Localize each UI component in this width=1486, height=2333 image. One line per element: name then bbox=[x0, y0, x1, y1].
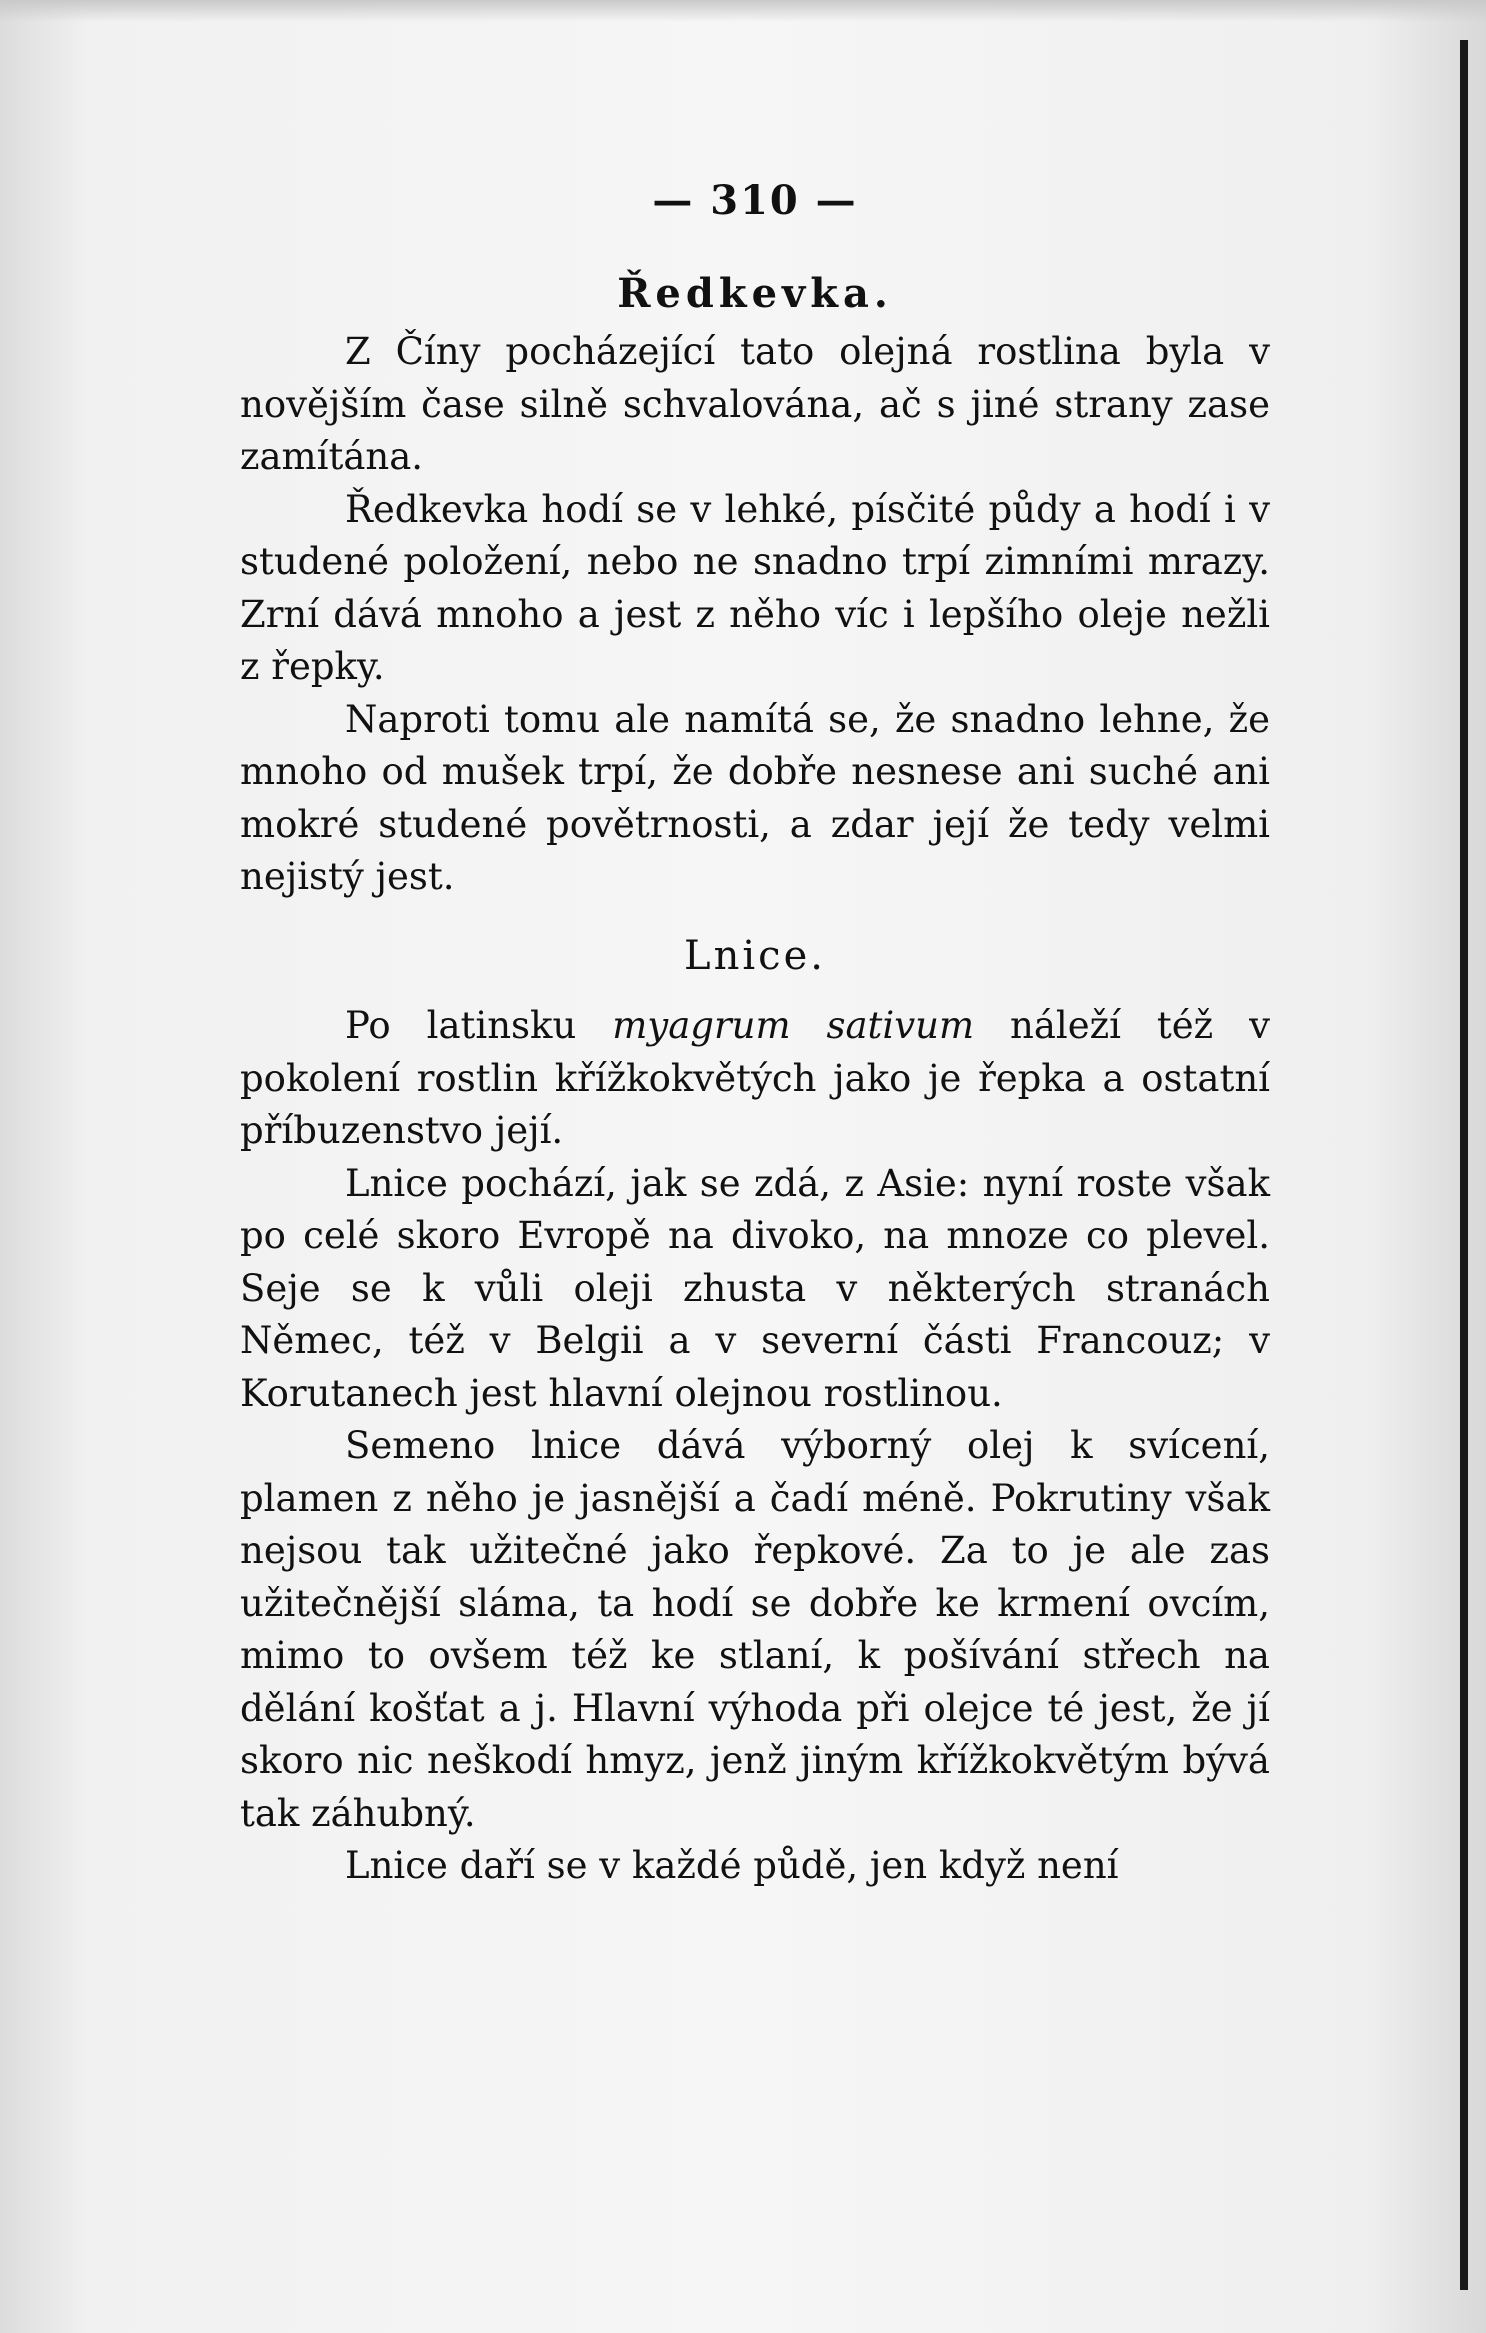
paragraph: Lnice pochází, jak se zdá, z Asie: nyní roste však po celé skoro Evropě na divoko, na mnoze co plevel. Seje se k vůli oleji zhusta v některých stranách Němec, též v Belgii a v severní části Francouz; v Korutanech jest hlavní olejnou rostlinou. bbox=[240, 1161, 1270, 1415]
paragraph-text: náleží též v pokolení rostlin křížkokvětých jako je řepka a ostatní příbuzenstvo její. bbox=[240, 1004, 1270, 1152]
paragraph: Semeno lnice dává výborný olej k svícení, plamen z něho je jasnější a čadí méně. Pokrutiny však nejsou tak užitečné jako řepkové. Za to je ale zas užitečnější sláma, ta hodí se dobře ke krmení ovcím, mimo to ovšem též ke stlaní, k pošívání střech na dělání košťat a j. Hlavní výhoda při olejce té jest, že jí skoro nic neškodí hmyz, jenž jiným křížkokvětým bývá tak záhubný. bbox=[240, 1424, 1270, 1835]
latin-name: myagrum sativum bbox=[612, 1004, 975, 1047]
section-heading-redkevka: Ředkevka. bbox=[617, 269, 893, 317]
paragraph: Lnice daří se v každé půdě, jen když není bbox=[345, 1844, 1119, 1887]
page-shadow-top bbox=[0, 0, 1486, 22]
page-number: — 310 — bbox=[652, 177, 858, 224]
paragraph bbox=[240, 1000, 1270, 1158]
paragraph-text: Po latinsku bbox=[345, 1004, 613, 1047]
paragraph: Naproti tomu ale namítá se, že snadno lehne, že mnoho od mušek trpí, že dobře nesnese ani suché ani mokré studené povětrnosti, a zdar její že tedy velmi nejistý jest. bbox=[240, 697, 1270, 898]
page-edge-binding bbox=[1460, 40, 1468, 2290]
section-heading-lnice: Lnice. bbox=[684, 932, 826, 979]
paragraph: Z Číny pocházející tato olejná rostlina byla v novějším čase silně schvalována, ač s jiné strany zase zamítána. bbox=[240, 330, 1270, 478]
paragraph: Ředkevka hodí se v lehké, písčité půdy a hodí i v studené položení, nebo ne snadno trpí zimními mrazy. Zrní dává mnoho a jest z něho víc i lepšího oleje nežli z řepky. bbox=[240, 487, 1270, 688]
page-text-block bbox=[240, 175, 1270, 1893]
